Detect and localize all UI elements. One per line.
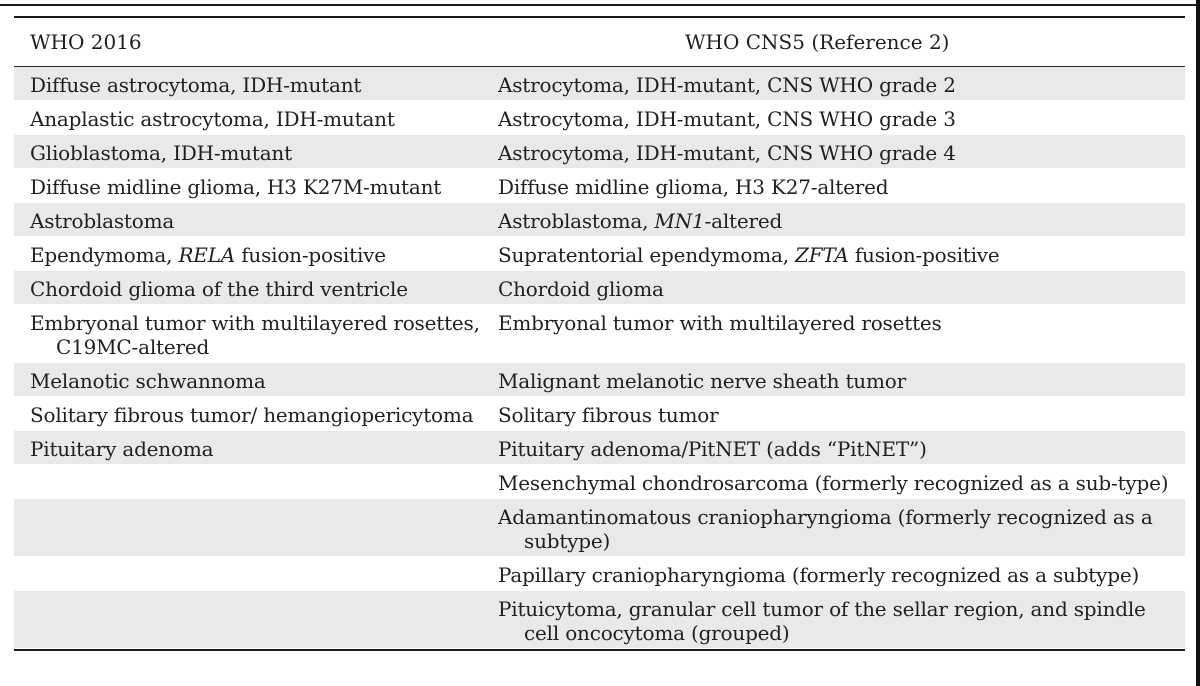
cell-who-cns5 (484, 203, 1185, 236)
cell-who-2016: Chordoid glioma of the third ventricle (30, 277, 408, 301)
cell-who-cns5: Embryonal tumor with multilayered rosettes (498, 311, 942, 335)
cell-who-cns5: Astrocytoma, IDH-mutant, CNS WHO grade 2 (498, 73, 956, 97)
cell-who-2016 (14, 465, 484, 498)
header-who-cns5: WHO CNS5 (Reference 2) (685, 30, 950, 54)
table-row (14, 397, 1185, 431)
cell-who-2016 (14, 557, 484, 590)
text-segment: -altered (704, 209, 783, 233)
cell-who-2016: Glioblastoma, IDH-mutant (30, 141, 292, 165)
cell-who-cns5: Chordoid glioma (498, 277, 664, 301)
text-segment: fusion-positive (848, 243, 1000, 267)
cell-who-2016 (14, 591, 484, 648)
cell-who-cns5 (484, 237, 1185, 270)
cell-who-cns5: Pituicytoma, granular cell tumor of the sellar region, and spindle cell oncocytoma (grouped) (498, 597, 1146, 645)
cell-who-cns5: Adamantinomatous craniopharyngioma (formerly recognized as a subtype) (498, 505, 1153, 553)
table-row (14, 557, 1185, 591)
table-row (14, 499, 1185, 557)
cell-who-2016: Astroblastoma (30, 209, 175, 233)
table-row (14, 237, 1185, 271)
text-segment: Ependymoma, (30, 243, 179, 267)
header-who-2016: WHO 2016 (30, 30, 142, 54)
text-segment: fusion-positive (235, 243, 386, 267)
cell-who-cns5: Diffuse midline glioma, H3 K27-altered (498, 175, 889, 199)
table-row (14, 431, 1185, 465)
cell-who-cns5: Pituitary adenoma/PitNET (adds “PitNET”) (498, 437, 927, 461)
table-row (14, 271, 1185, 305)
table-row (14, 203, 1185, 237)
cell-who-cns5: Malignant melanotic nerve sheath tumor (498, 369, 906, 393)
top-border (0, 0, 1200, 6)
classification-table (14, 16, 1185, 651)
cell-who-2016: Diffuse astrocytoma, IDH-mutant (30, 73, 362, 97)
right-border (1196, 0, 1200, 686)
table-row (14, 591, 1185, 649)
table-row (14, 363, 1185, 397)
table-row (14, 465, 1185, 499)
table-row (14, 101, 1185, 135)
text-segment: Supratentorial ependymoma, (498, 243, 796, 267)
gene-name: RELA (178, 243, 236, 267)
cell-who-cns5: Astrocytoma, IDH-mutant, CNS WHO grade 3 (498, 107, 956, 131)
gene-name: MN1 (654, 209, 705, 233)
table-row (14, 305, 1185, 363)
text-segment: Astroblastoma, (498, 209, 655, 233)
cell-who-cns5: Astrocytoma, IDH-mutant, CNS WHO grade 4 (498, 141, 956, 165)
cell-who-2016 (14, 237, 484, 270)
table-row (14, 135, 1185, 169)
cell-who-2016: Melanotic schwannoma (30, 369, 266, 393)
table-row (14, 169, 1185, 203)
top-rule (0, 4, 1200, 6)
cell-who-2016: Diffuse midline glioma, H3 K27M-mutant (30, 175, 442, 199)
cell-who-2016: Anaplastic astrocytoma, IDH-mutant (30, 107, 395, 131)
cell-who-cns5: Papillary craniopharyngioma (formerly recognized as a subtype) (498, 563, 1140, 587)
cell-who-2016: Pituitary adenoma (30, 437, 214, 461)
table-header (14, 18, 1185, 67)
table-row (14, 67, 1185, 101)
gene-name: ZFTA (795, 243, 849, 267)
cell-who-2016: Solitary fibrous tumor/ hemangiopericytoma (30, 403, 474, 427)
cell-who-cns5: Mesenchymal chondrosarcoma (formerly recognized as a sub-type) (498, 471, 1169, 495)
cell-who-cns5: Solitary fibrous tumor (498, 403, 719, 427)
cell-who-2016: Embryonal tumor with multilayered rosettes, C19MC-altered (30, 311, 480, 359)
cell-who-2016 (14, 499, 484, 556)
